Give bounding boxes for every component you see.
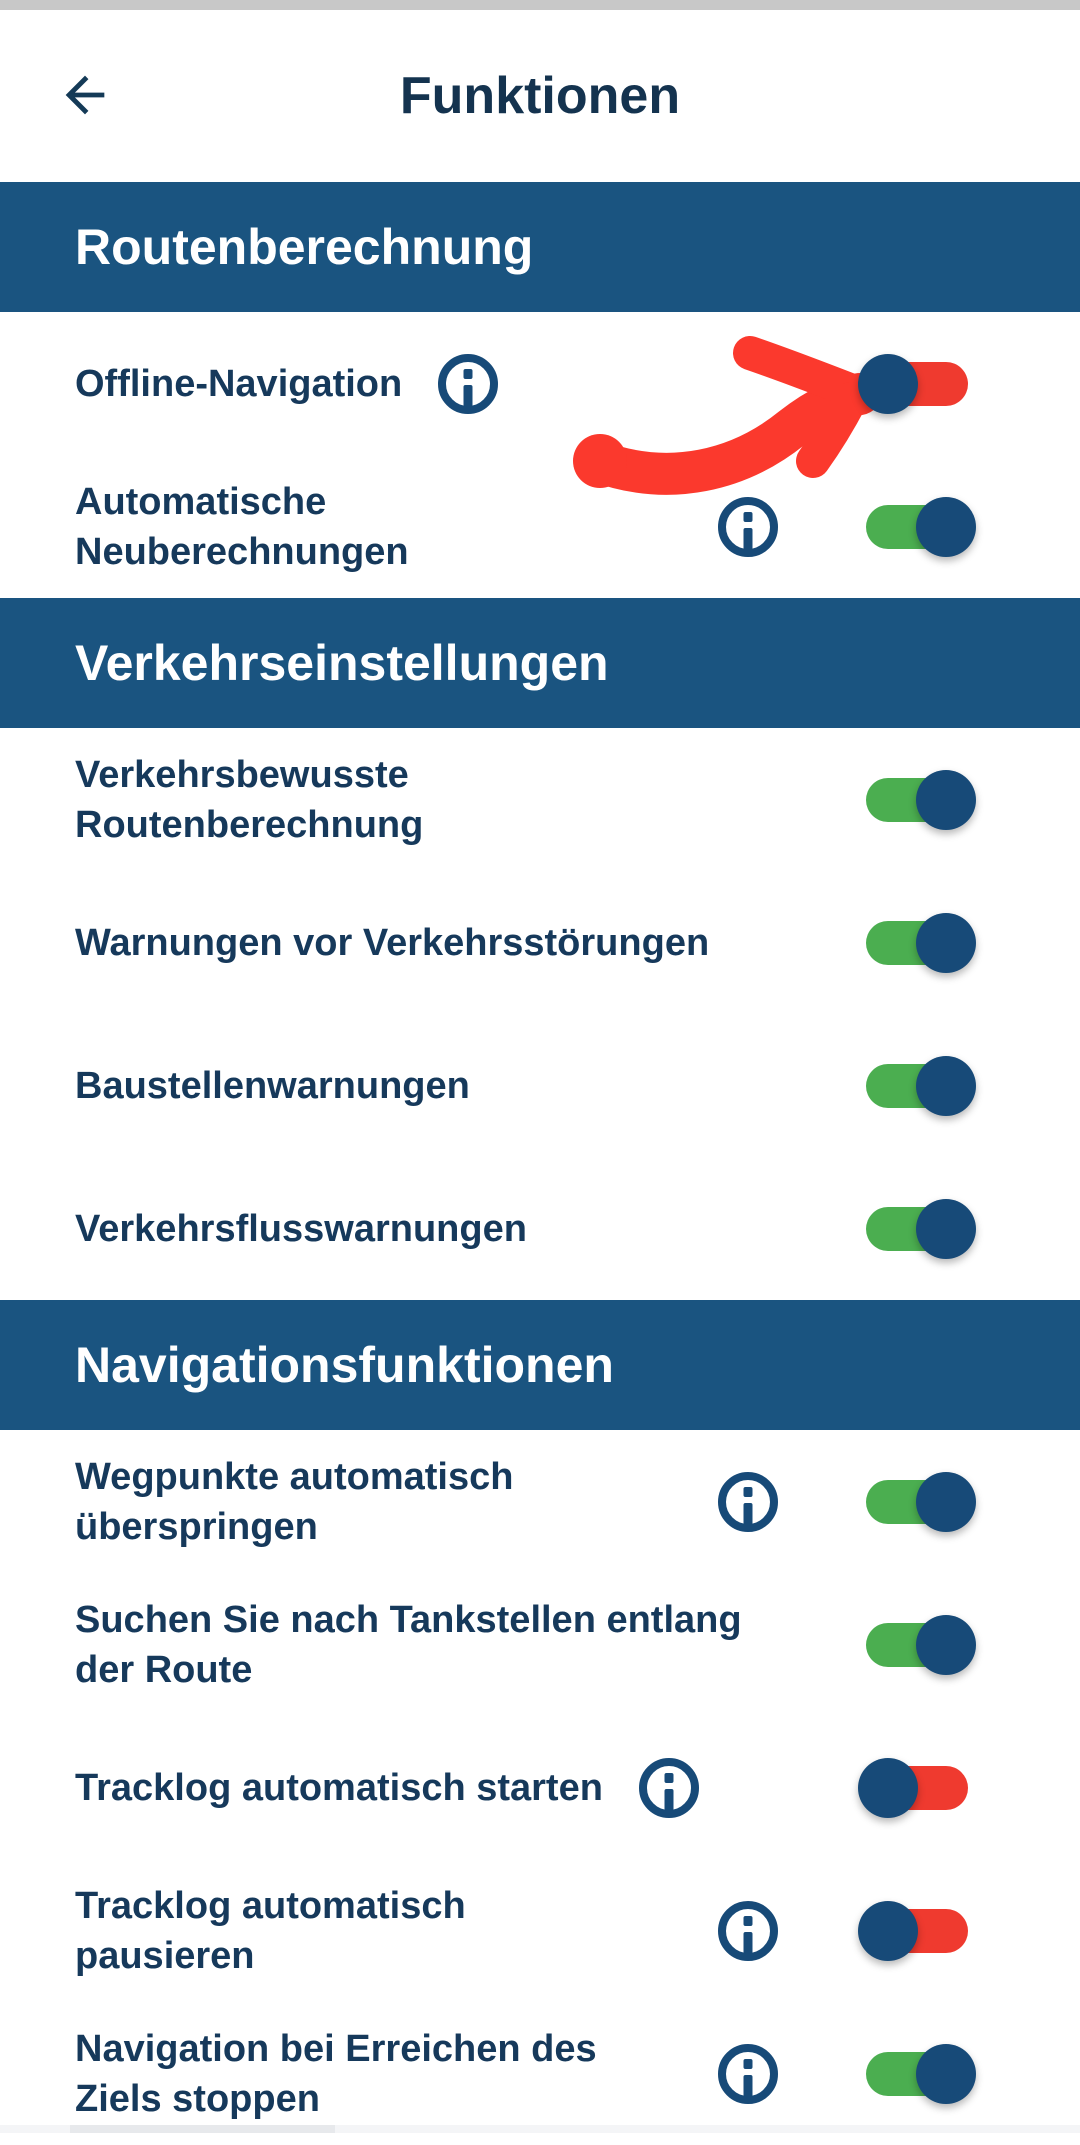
toggle-knob [916, 913, 976, 973]
status-bar-strip [0, 0, 1080, 10]
toggle-knob [916, 770, 976, 830]
settings-list [0, 182, 1080, 2145]
section-header-routenberechnung: Routenberechnung [0, 182, 1080, 312]
toggle-knob [858, 1901, 918, 1961]
section-header-verkehrseinstellungen: Verkehrseinstellungen [0, 598, 1080, 728]
setting-label: Tracklog automatisch starten [75, 1766, 603, 1809]
settings-row-warnungen-vor-verkehrsstörungen [0, 871, 1080, 1014]
settings-row-verkehrsflusswarnungen [0, 1157, 1080, 1300]
settings-row-offline-navigation [0, 312, 1080, 455]
settings-row-verkehrsbewusste-routenberechnung [0, 728, 1080, 871]
toggle-switch-tracklog-automatisch-starten[interactable] [858, 1758, 968, 1818]
settings-row-baustellenwarnungen [0, 1014, 1080, 1157]
toggle-switch-verkehrsbewusste-routenberechnung[interactable] [866, 770, 976, 830]
info-icon[interactable] [718, 497, 778, 557]
toggle-switch-navigation-bei-erreichen-des-ziels-stoppen[interactable] [866, 2044, 976, 2104]
toggle-switch-verkehrsflusswarnungen[interactable] [866, 1199, 976, 1259]
settings-row-navigation-bei-erreichen-des-ziels-stoppen [0, 2002, 1080, 2145]
setting-label: Warnungen vor Verkehrsstörungen [75, 921, 710, 964]
settings-row-tracklog-automatisch-pausieren [0, 1859, 1080, 2002]
setting-label: Suchen Sie nach Tankstellen entlang der Route [75, 1598, 742, 1691]
toggle-switch-baustellenwarnungen[interactable] [866, 1056, 976, 1116]
toggle-switch-suchen-sie-nach-tankstellen-entlang-der-route[interactable] [866, 1615, 976, 1675]
toggle-knob [858, 1758, 918, 1818]
page-title: Funktionen [399, 67, 681, 125]
section-header-navigationsfunktionen: Navigationsfunktionen [0, 1300, 1080, 1430]
setting-label: Baustellenwarnungen [75, 1064, 470, 1107]
toggle-switch-wegpunkte-automatisch-überspringen[interactable] [866, 1472, 976, 1532]
info-icon[interactable] [718, 1901, 778, 1961]
toggle-switch-warnungen-vor-verkehrsstörungen[interactable] [866, 913, 976, 973]
info-icon[interactable] [718, 1472, 778, 1532]
info-icon[interactable] [639, 1758, 699, 1818]
info-icon[interactable] [718, 2044, 778, 2104]
toggle-switch-automatische-neuberechnungen[interactable] [866, 497, 976, 557]
toggle-knob [916, 1472, 976, 1532]
settings-row-automatische-neuberechnungen [0, 455, 1080, 598]
setting-label: Automatische Neuberechnungen [75, 480, 409, 573]
toggle-knob [916, 497, 976, 557]
toggle-switch-offline-navigation[interactable] [858, 354, 968, 414]
settings-row-tracklog-automatisch-starten [0, 1716, 1080, 1859]
app-header [0, 10, 1080, 182]
info-icon[interactable] [438, 354, 498, 414]
settings-row-suchen-sie-nach-tankstellen-entlang-der-route [0, 1573, 1080, 1716]
toggle-knob [858, 354, 918, 414]
toggle-knob [916, 1615, 976, 1675]
toggle-knob [916, 1199, 976, 1259]
setting-label: Verkehrsbewusste Routenberechnung [75, 753, 424, 846]
settings-row-wegpunkte-automatisch-überspringen [0, 1430, 1080, 1573]
setting-label: Navigation bei Erreichen des Ziels stoppen [75, 2027, 597, 2120]
toggle-switch-tracklog-automatisch-pausieren[interactable] [858, 1901, 968, 1961]
setting-label: Wegpunkte automatisch überspringen [75, 1455, 514, 1548]
toggle-knob [916, 1056, 976, 1116]
setting-label: Verkehrsflusswarnungen [75, 1207, 527, 1250]
toggle-knob [916, 2044, 976, 2104]
setting-label: Offline-Navigation [75, 362, 403, 405]
setting-label: Tracklog automatisch pausieren [75, 1884, 466, 1977]
bottom-cutoff-element [70, 2125, 335, 2133]
